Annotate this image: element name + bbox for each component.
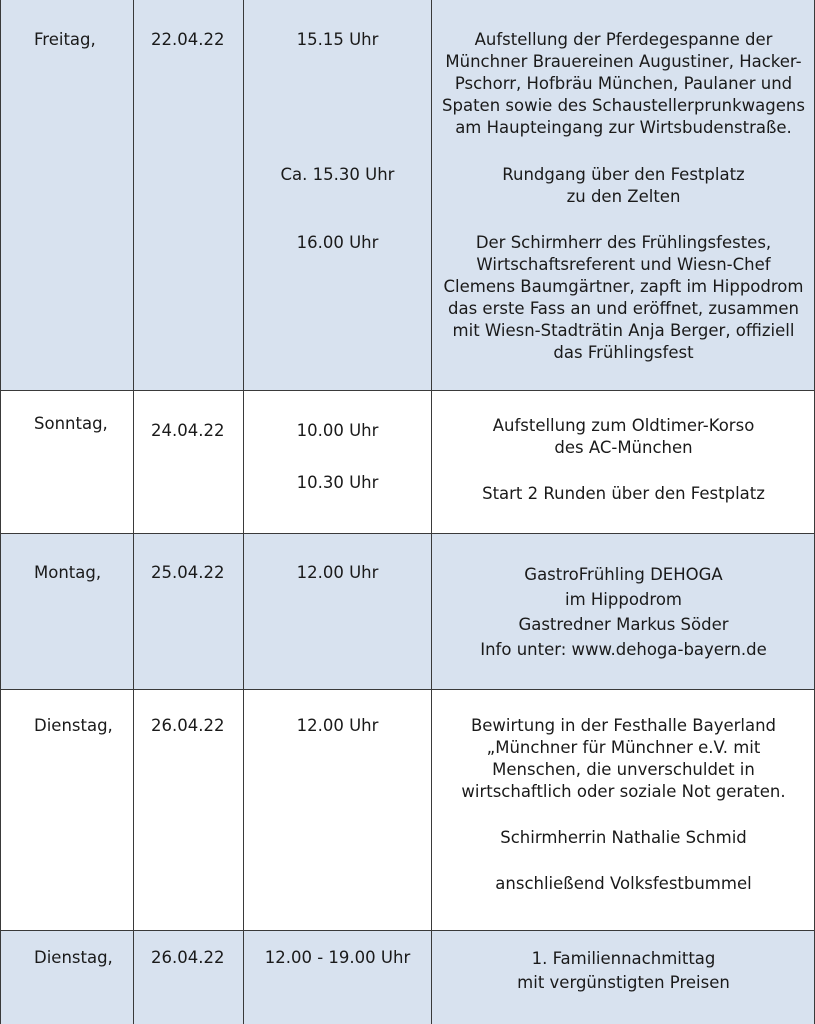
description-text: Aufstellung der Pferdegespanne der Münchner Brauereinen Augustiner, Hacker- Pschorr, Hofbräu München, Paulaner und Spaten sowie des Schaustellerprunkwagens am Haupteingang zur Wirtsbudenstraße. [442,30,805,137]
date-label: 22.04.22 [151,30,225,49]
description-text: anschließend Volksfestbummel [495,874,752,893]
description-text: Schirmherrin Nathalie Schmid [500,828,747,847]
date-label: 25.04.22 [151,563,225,582]
description-cell [432,690,815,930]
date-cell [134,931,244,1024]
day-cell [0,391,134,533]
table-row [0,689,815,930]
time-label: 15.15 Uhr [296,30,379,49]
description-cell [432,0,815,390]
day-cell [0,690,134,930]
date-cell [134,391,244,533]
time-cell [244,690,432,930]
time-label: 16.00 Uhr [296,233,379,252]
description-cell [432,391,815,533]
time-cell [244,931,432,1024]
day-label: Dienstag, [34,716,113,735]
description-text: Aufstellung zum Oldtimer-Korso des AC-München [492,416,755,457]
time-label: 12.00 Uhr [296,716,379,735]
day-cell [0,931,134,1024]
date-cell [134,534,244,689]
day-label: Dienstag, [34,948,113,967]
date-label: 26.04.22 [151,716,225,735]
day-label: Montag, [34,563,102,582]
table-row [0,390,815,533]
description-text: GastroFrühling DEHOGA im Hippodrom Gastredner Markus Söder Info unter: www.dehoga-bayern.de [480,565,767,659]
time-cell [244,534,432,689]
time-label: 10.00 Uhr [296,421,379,440]
day-cell [0,534,134,689]
time-label: 10.30 Uhr [296,473,379,492]
table-row [0,533,815,689]
table-row [0,930,815,1024]
description-text: 1. Familiennachmittag mit vergünstigten Preisen [517,949,730,992]
description-text: Rundgang über den Festplatz zu den Zelten [502,165,745,206]
time-cell [244,391,432,533]
table-row [0,0,815,390]
time-label: 12.00 Uhr [296,563,379,582]
description-text: Der Schirmherr des Frühlingsfestes, Wirtschaftsreferent und Wiesn-Chef Clemens Baumgärtner, zapft im Hippodrom das erste Fass an und eröffnet, zusammen mit Wiesn-Stadträtin Anja Berger, offiziell das Frühlingsfest [443,233,804,362]
day-label: Freitag, [34,30,96,49]
time-label: 12.00 - 19.00 Uhr [264,948,411,967]
table-border-left [0,0,1,1024]
description-text: Bewirtung in der Festhalle Bayerland „Münchner für Münchner e.V. mit Menschen, die unverschuldet in wirtschaftlich oder soziale Not geraten. [461,716,786,801]
date-cell [134,0,244,390]
time-cell [244,0,432,390]
date-label: 26.04.22 [151,948,225,967]
description-cell [432,931,815,1024]
date-label: 24.04.22 [151,421,225,440]
description-cell [432,534,815,689]
date-cell [134,690,244,930]
description-text: Start 2 Runden über den Festplatz [482,484,765,503]
day-label: Sonntag, [34,414,108,433]
time-label: Ca. 15.30 Uhr [280,165,395,184]
day-cell [0,0,134,390]
